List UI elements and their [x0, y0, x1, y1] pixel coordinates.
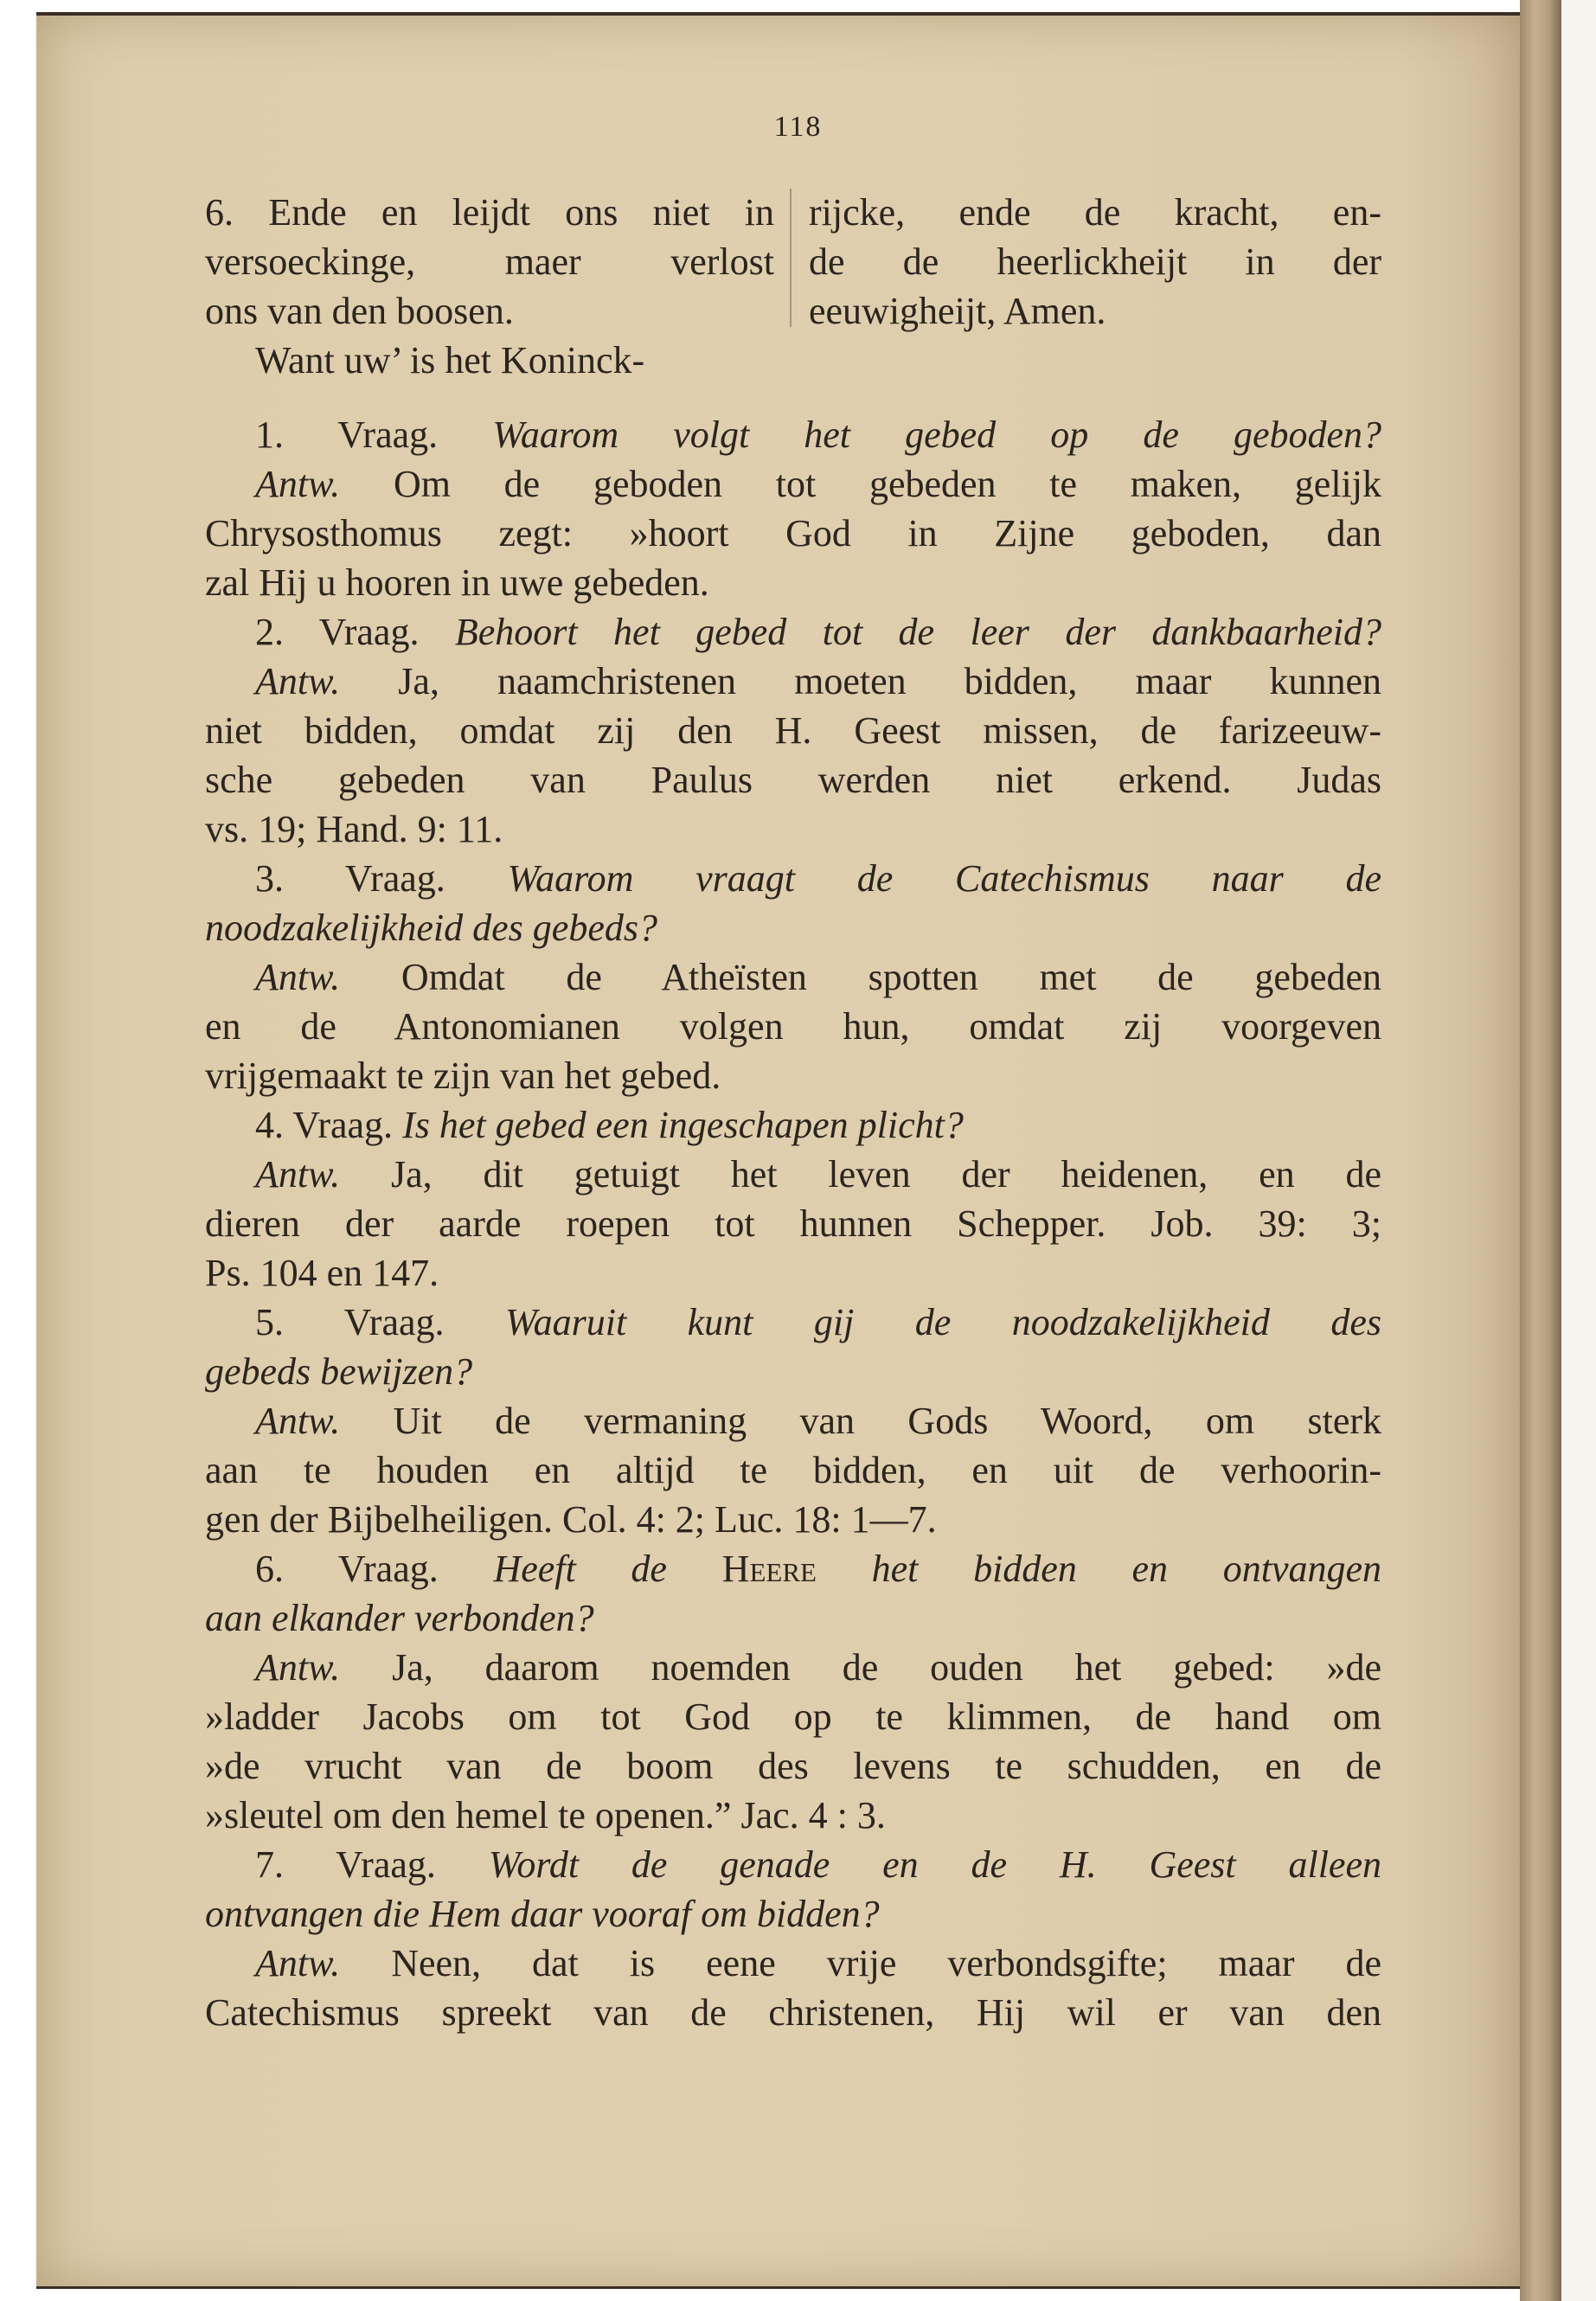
- answer-label: Antw.: [255, 463, 341, 505]
- question-text-smallcaps: Heere: [721, 1548, 817, 1590]
- answer-line: [255, 657, 1381, 706]
- question-line: noodzakelijkheid des gebeds?: [205, 907, 657, 949]
- question-text: Heeft de: [493, 1548, 667, 1590]
- prayer-right-line: eeuwigheijt, Amen.: [809, 290, 1106, 332]
- page-edge: [1561, 0, 1596, 2301]
- answer-label: Antw.: [255, 1400, 341, 1442]
- answer-text: Ja, daarom noemden de ouden het gebed: »de: [392, 1646, 1382, 1689]
- answer-line: [255, 1397, 1381, 1445]
- answer-line: vrijgemaakt te zijn van het gebed.: [205, 1054, 721, 1097]
- question-text: Waaruit kunt gij de noodzakelijkheid des: [504, 1301, 1381, 1343]
- answer-line: Ps. 104 en 147.: [205, 1252, 439, 1294]
- prayer-left-line: ons van den boosen.: [205, 290, 514, 332]
- question-number: 4. Vraag.: [255, 1104, 394, 1146]
- prayer-right-line: rijcke, ende de kracht, en-: [809, 191, 1381, 234]
- question-line: ontvangen die Hem daar vooraf om bidden?: [205, 1893, 880, 1935]
- answer-line: »sleutel om den hemel te openen.” Jac. 4 : 3.: [205, 1794, 886, 1836]
- question-line: [255, 855, 1381, 903]
- question-number: 6. Vraag.: [255, 1548, 439, 1590]
- answer-line: »de vrucht van de boom des levens te schudden, en de: [205, 1745, 1381, 1787]
- answer-line: Catechismus spreekt van de christenen, Hij wil er van den: [205, 1991, 1381, 2034]
- question-text: het bidden en ontvangen: [871, 1548, 1382, 1590]
- answer-text: Uit de vermaning van Gods Woord, om sterk: [393, 1400, 1381, 1442]
- question-line: [255, 1298, 1381, 1347]
- answer-label: Antw.: [255, 1646, 341, 1689]
- answer-line: [255, 953, 1381, 1002]
- prayer-right-line: de de heerlickheijt in der: [809, 240, 1381, 283]
- question-text: Waarom vraagt de Catechismus naar de: [507, 857, 1381, 900]
- answer-text: Neen, dat is eene vrije verbondsgifte; maar de: [391, 1942, 1382, 1984]
- answer-line: gen der Bijbelheiligen. Col. 4: 2; Luc. 18: 1—7.: [205, 1498, 937, 1541]
- question-number: 3. Vraag.: [255, 857, 445, 900]
- answer-label: Antw.: [255, 1942, 341, 1984]
- question-line: [255, 411, 1381, 459]
- answer-text: Om de geboden tot gebeden te maken, gelijk: [393, 463, 1381, 505]
- answer-line: [255, 1150, 1381, 1199]
- question-number: 2. Vraag.: [255, 611, 420, 653]
- question-text: Waarom volgt het gebed op de geboden?: [492, 413, 1381, 456]
- page-number: 118: [773, 111, 823, 143]
- question-line: [255, 1841, 1381, 1889]
- question-number: 1. Vraag.: [255, 413, 439, 456]
- question-line: gebeds bewijzen?: [205, 1350, 473, 1393]
- answer-text: Ja, naamchristenen moeten bidden, maar kunnen: [398, 660, 1381, 702]
- answer-line: sche gebeden van Paulus werden niet erkend. Judas: [205, 759, 1381, 801]
- answer-label: Antw.: [255, 1153, 341, 1195]
- answer-line: [255, 460, 1381, 509]
- question-line: aan elkander verbonden?: [205, 1597, 594, 1639]
- answer-line: »ladder Jacobs om tot God op te klimmen, de hand om: [205, 1695, 1381, 1738]
- question-line: [255, 1545, 1381, 1593]
- answer-line: dieren der aarde roepen tot hunnen Schepper. Job. 39: 3;: [205, 1202, 1381, 1245]
- answer-line: vs. 19; Hand. 9: 11.: [205, 808, 503, 850]
- answer-line: Chrysosthomus zegt: »hoort God in Zijne geboden, dan: [205, 512, 1381, 554]
- question-number: 7. Vraag.: [255, 1843, 436, 1886]
- book-spine: [1520, 0, 1561, 2301]
- answer-line: [255, 1644, 1381, 1692]
- answer-text: Omdat de Atheïsten spotten met de gebeden: [401, 956, 1381, 998]
- answer-line: zal Hij u hooren in uwe gebeden.: [205, 561, 709, 604]
- answer-line: niet bidden, omdat zij den H. Geest missen, de farizeeuw-: [205, 709, 1381, 752]
- prayer-left-line: versoeckinge, maer verlost: [205, 240, 774, 283]
- prayer-left-line: 6. Ende en leijdt ons niet in: [205, 191, 774, 234]
- question-text: Is het gebed een ingeschapen plicht?: [402, 1104, 964, 1146]
- prayer-left-line: Want uw’ is het Koninck-: [255, 339, 645, 381]
- answer-line: [255, 1939, 1381, 1988]
- answer-text: Ja, dit getuigt het leven der heidenen, en de: [391, 1153, 1381, 1195]
- answer-line: en de Antonomianen volgen hun, omdat zij voorgeven: [205, 1005, 1381, 1048]
- question-text: Behoort het gebed tot de leer der dankbaarheid?: [454, 611, 1381, 653]
- answer-label: Antw.: [255, 660, 341, 702]
- question-line: [255, 1101, 1381, 1150]
- question-text: Wordt de genade en de H. Geest alleen: [488, 1843, 1381, 1886]
- question-line: [255, 608, 1381, 657]
- question-number: 5. Vraag.: [255, 1301, 445, 1343]
- answer-line: aan te houden en altijd te bidden, en uit de verhoorin-: [205, 1449, 1381, 1491]
- column-divider: [790, 189, 792, 327]
- answer-label: Antw.: [255, 956, 341, 998]
